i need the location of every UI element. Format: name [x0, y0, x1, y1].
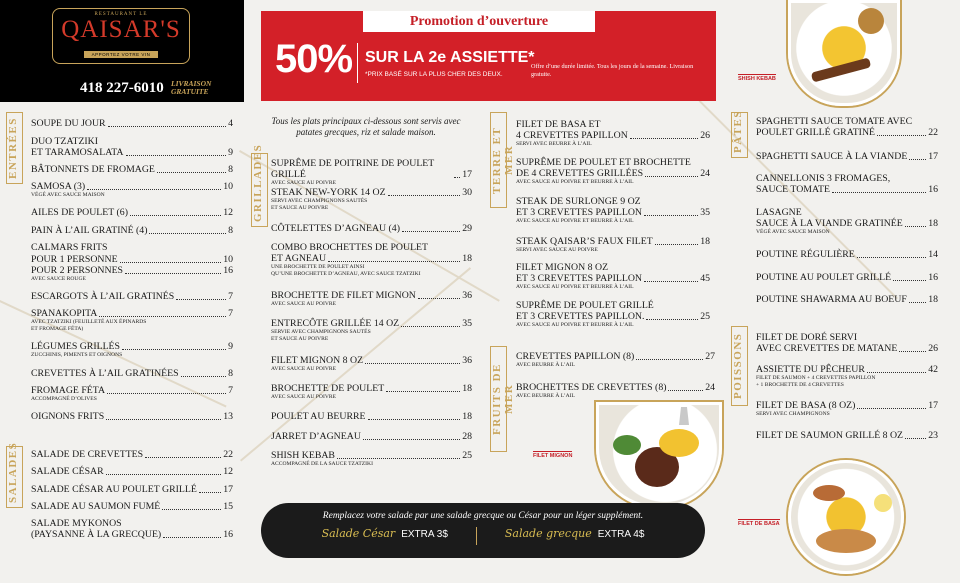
item-description: AVEC SAUCE AU POIVRE — [271, 394, 337, 400]
photo-label-basa: FILET DE BASA — [738, 521, 780, 527]
pates-item — [756, 151, 938, 162]
item-description: AVEC SAUCE AU POIVRE ET BEURRE À L’AIL — [516, 284, 634, 290]
promo-divider — [357, 43, 358, 83]
item-price: 17 — [928, 400, 938, 411]
salad-upgrade-text: Remplacez votre salade par une salade grecque ou César pour un léger supplément. — [322, 511, 644, 521]
dot-leader — [157, 172, 226, 173]
item-price: 15 — [223, 501, 233, 512]
pates-item — [756, 173, 938, 195]
item-description: AVEC SAUCE AU POIVRE — [271, 301, 337, 307]
grillades-item — [271, 290, 472, 308]
salades-item — [31, 518, 233, 540]
promo-headline: SUR LA 2e ASSIETTE* — [365, 49, 535, 66]
item-name: STEAK DE SURLONGE 9 OZ — [516, 196, 641, 207]
salades-item — [31, 501, 233, 512]
entrees-item — [31, 265, 233, 283]
item-name: CREVETTES PAPILLON (8) — [516, 351, 635, 362]
item-name: SALADE AU SAUMON FUMÉ — [31, 501, 161, 512]
salad-upgrade-banner — [261, 503, 705, 558]
salades-item — [31, 449, 233, 460]
item-description: SERVI AVEC BEURRE À L’AIL — [516, 141, 592, 147]
item-description: AVEC BEURRE À L’AIL — [516, 362, 575, 368]
item-name: ET 3 CREVETTES PAPILLON — [516, 207, 643, 218]
entrees-item — [31, 207, 233, 218]
item-price: 12 — [223, 207, 233, 218]
pates-item — [756, 272, 938, 283]
item-name: CALMARS FRITS — [31, 242, 108, 253]
dot-leader — [905, 226, 926, 227]
item-name: POUR 1 PERSONNE — [31, 254, 118, 265]
dot-leader — [899, 351, 926, 352]
dot-leader — [149, 233, 226, 234]
item-price: 7 — [228, 385, 233, 396]
item-price: 7 — [228, 291, 233, 302]
poissons-item — [756, 332, 938, 354]
entrees-item — [31, 308, 233, 332]
item-price: 16 — [223, 265, 233, 276]
entrees-item — [31, 181, 233, 199]
item-name: FILET DE BASA ET — [516, 119, 601, 130]
poissons-item — [756, 430, 938, 441]
item-name: SUPRÊME DE POULET ET BROCHETTE — [516, 157, 691, 168]
item-name: SUPRÊME DE POITRINE DE POULET GRILLÉ — [271, 158, 435, 180]
dot-leader — [893, 280, 926, 281]
dot-leader — [418, 298, 460, 299]
photo-label-kebab: SHISH KEBAB — [738, 76, 776, 82]
photo-label-mignon: FILET MIGNON — [533, 453, 573, 459]
item-description: AVEC BEURRE À L’AIL — [516, 393, 575, 399]
item-name: SALADE MYKONOS — [31, 518, 122, 529]
item-name: FILET DE SAUMON GRILLÉ 8 OZ — [756, 430, 904, 441]
item-description: AVEC SAUCE ROUGE — [31, 276, 86, 282]
item-name: BROCHETTES DE CREVETTES (8) — [516, 382, 667, 393]
item-description: AVEC SAUCE AU POIVRE ET BEURRE À L’AIL — [516, 322, 634, 328]
item-name: ESCARGOTS À L’AIL GRATINÉS — [31, 291, 175, 302]
item-description: AVEC TZATZIKI (FEUILLETÉ AUX ÉPINARDS — [31, 319, 147, 325]
dot-leader — [630, 138, 698, 139]
terre-item — [516, 157, 710, 186]
item-price: 26 — [928, 343, 938, 354]
dot-leader — [126, 155, 227, 156]
dot-leader — [181, 376, 227, 377]
logo — [52, 8, 190, 64]
dot-leader — [176, 299, 226, 300]
item-name: CÔTELETTES D’AGNEAU (4) — [271, 223, 400, 234]
dot-leader — [87, 189, 221, 190]
item-name: POUR 2 PERSONNES — [31, 265, 124, 276]
pates-item — [756, 294, 938, 305]
poissons-item — [756, 400, 938, 418]
dot-leader — [867, 372, 926, 373]
terre-item — [516, 262, 710, 291]
item-name: FILET MIGNON 8 OZ — [271, 355, 364, 366]
item-price: 16 — [928, 272, 938, 283]
terre-item — [516, 196, 710, 225]
item-price: 24 — [705, 382, 715, 393]
item-name: SOUPE DU JOUR — [31, 118, 106, 129]
entrees-item — [31, 118, 233, 129]
item-price: 26 — [700, 130, 710, 141]
filet-mignon-photo — [596, 402, 722, 508]
dot-leader — [120, 262, 222, 263]
item-price: 8 — [228, 164, 233, 175]
section-label-fruits-de-mer: FRUITS DE MER — [490, 346, 507, 452]
dot-leader — [636, 359, 703, 360]
dot-leader — [857, 408, 926, 409]
item-price: 42 — [928, 364, 938, 375]
item-name: SALADE DE CREVETTES — [31, 449, 144, 460]
item-name: SPAGHETTI SAUCE À LA VIANDE — [756, 151, 908, 162]
item-description: ET SAUCE AU POIVRE — [271, 204, 329, 211]
grillades-item — [271, 318, 472, 342]
pates-item — [756, 249, 938, 260]
item-description: AVEC SAUCE AU POIVRE ET BEURRE À L’AIL — [516, 179, 634, 185]
dot-leader — [454, 177, 460, 178]
item-description: ZUCCHINIS, PIMENTS ET OIGNONS — [31, 352, 123, 358]
item-price: 35 — [462, 318, 472, 329]
grill-note: Tous les plats principaux ci-dessous sont servis avec patates grecques, riz et salade maison. — [271, 116, 461, 137]
item-price: 24 — [700, 168, 710, 179]
dot-leader — [107, 393, 226, 394]
item-name: (PAYSANNE À LA GRECQUE) — [31, 529, 162, 540]
item-price: 25 — [462, 450, 472, 461]
item-name: LÉGUMES GRILLÉS — [31, 341, 120, 352]
item-price: 17 — [928, 151, 938, 162]
item-price: 22 — [223, 449, 233, 460]
item-name: BROCHETTE DE FILET MIGNON — [271, 290, 416, 301]
dot-leader — [402, 231, 460, 232]
dot-leader — [162, 509, 221, 510]
item-description: AVEC SAUCE AU POIVRE — [271, 180, 337, 186]
item-name: POUTINE SHAWARMA AU BOEUF — [756, 294, 907, 305]
dot-leader — [877, 135, 926, 136]
item-name: SPANAKOPITA — [31, 308, 98, 319]
item-price: 18 — [462, 253, 472, 264]
dot-leader — [909, 159, 926, 160]
promo-note: Offre d’une durée limitée. Tous les jours de la semaine. Livraison gratuite. — [531, 63, 694, 78]
entrees-item — [31, 136, 233, 158]
item-price: 18 — [462, 383, 472, 394]
dot-leader — [368, 419, 461, 420]
item-price: 9 — [228, 341, 233, 352]
dot-leader — [909, 302, 926, 303]
item-name: ASSIETTE DU PÊCHEUR — [756, 364, 865, 375]
dot-leader — [905, 438, 926, 439]
item-name: ET AGNEAU — [271, 253, 327, 264]
dot-leader — [646, 319, 698, 320]
section-label-terre-et-mer: TERRE ET MER — [490, 112, 507, 208]
item-price: 27 — [705, 351, 715, 362]
item-price: 23 — [928, 430, 938, 441]
item-description: ET FROMAGE FÉTA) — [31, 325, 84, 332]
item-name: POULET GRILLÉ GRATINÉ — [756, 127, 876, 138]
item-name: ENTRECÔTE GRILLÉE 14 OZ — [271, 318, 400, 329]
item-name: DUO TZATZIKI — [31, 136, 99, 147]
option-cesar: Salade César EXTRA 3$ — [321, 527, 448, 540]
item-price: 35 — [700, 207, 710, 218]
item-description: ET SAUCE AU POIVRE — [271, 335, 329, 342]
grillades-item — [271, 411, 472, 422]
item-price: 22 — [928, 127, 938, 138]
item-name: STEAK QAISAR’S FAUX FILET — [516, 236, 653, 247]
fruits-item — [516, 382, 715, 400]
item-price: 18 — [928, 294, 938, 305]
dot-leader — [199, 492, 221, 493]
item-price: 16 — [223, 529, 233, 540]
section-label-grillades: GRILLADES — [251, 153, 268, 227]
grillades-item — [271, 355, 472, 373]
item-description: AVEC SAUCE AU POIVRE — [271, 366, 337, 372]
item-name: ET 3 CREVETTES PAPILLON — [516, 273, 643, 284]
item-name: FILET MIGNON 8 OZ — [516, 262, 609, 273]
dot-leader — [668, 390, 703, 391]
entrees-item — [31, 341, 233, 359]
item-description: SERVI AVEC CHAMPIGNONS SAUTÉS — [271, 198, 368, 204]
item-price: 8 — [228, 225, 233, 236]
item-name: BROCHETTE DE POULET — [271, 383, 385, 394]
pates-item — [756, 116, 938, 138]
dot-leader — [388, 195, 461, 196]
item-name: POUTINE AU POULET GRILLÉ — [756, 272, 892, 283]
item-price: 17 — [462, 169, 472, 180]
item-price: 13 — [223, 411, 233, 422]
item-name: COMBO BROCHETTES DE POULET — [271, 242, 429, 253]
fruits-item — [516, 351, 715, 369]
terre-item — [516, 300, 710, 329]
item-price: 4 — [228, 118, 233, 129]
promo-banner — [261, 11, 716, 101]
promo-title: Promotion d’ouverture — [363, 11, 595, 32]
dot-leader — [655, 244, 698, 245]
entrees-item — [31, 368, 233, 379]
dot-leader — [337, 458, 460, 459]
terre-item — [516, 236, 710, 254]
item-name: 4 CREVETTES PAPILLON — [516, 130, 628, 141]
item-description: UNE BROCHETTE DE POULET AINSI — [271, 264, 365, 270]
section-label-salades: SALADES — [6, 446, 23, 508]
item-price: 25 — [700, 311, 710, 322]
item-name: SAMOSA (3) — [31, 181, 86, 192]
entrees-item — [31, 385, 233, 403]
filet-basa-photo — [788, 460, 904, 574]
dot-leader — [644, 281, 698, 282]
dot-leader — [645, 176, 698, 177]
grillades-item — [271, 431, 472, 442]
item-price: 18 — [462, 411, 472, 422]
item-description: SERVIE AVEC CHAMPIGNONS SAUTÉS — [271, 329, 371, 335]
item-name: FILET DE BASA (8 OZ) — [756, 400, 856, 411]
item-name: OIGNONS FRITS — [31, 411, 105, 422]
item-price: 30 — [462, 187, 472, 198]
item-price: 12 — [223, 466, 233, 477]
item-name: FROMAGE FÉTA — [31, 385, 106, 396]
logo-tagline: APPORTEZ VOTRE VIN — [84, 51, 159, 58]
promo-percent: 50% — [275, 37, 353, 81]
dot-leader — [108, 126, 227, 127]
item-name: POUTINE RÉGULIÈRE — [756, 249, 855, 260]
item-description: VÉGÉ AVEC SAUCE MAISON — [31, 192, 105, 198]
dot-leader — [644, 215, 698, 216]
item-price: 8 — [228, 368, 233, 379]
item-price: 16 — [928, 184, 938, 195]
phone-number: 418 227-6010 — [80, 80, 164, 96]
entrees-item — [31, 291, 233, 302]
grillades-item — [271, 383, 472, 401]
item-name: SALADE CÉSAR — [31, 466, 104, 477]
item-name: PAIN À L’AIL GRATINÉ (4) — [31, 225, 148, 236]
item-price: 36 — [462, 290, 472, 301]
item-description: QU’UNE BROCHETTE D’AGNEAU, AVEC SAUCE TZATZIKI — [271, 270, 421, 277]
item-name: AILES DE POULET (6) — [31, 207, 128, 218]
item-description: AVEC SAUCE AU POIVRE ET BEURRE À L’AIL — [516, 218, 634, 224]
item-name: DE 4 CREVETTES GRILLÉES — [516, 168, 644, 179]
option-divider — [476, 527, 477, 545]
item-name: SAUCE À LA VIANDE GRATINÉE — [756, 218, 903, 229]
promo-subline: *PRIX BASÉ SUR LA PLUS CHER DES DEUX. — [365, 71, 503, 78]
shish-kebab-photo — [788, 0, 900, 106]
delivery-label: LIVRAISON GRATUITE — [171, 79, 212, 96]
salades-item — [31, 466, 233, 477]
grillades-item — [271, 450, 472, 468]
entrees-item — [31, 411, 233, 422]
item-description: FILET DE SAUMON + 4 CREVETTES PAPILLON — [756, 375, 876, 381]
dot-leader — [130, 215, 221, 216]
terre-item — [516, 119, 710, 148]
entrees-item — [31, 225, 233, 236]
item-price: 18 — [700, 236, 710, 247]
item-name: FILET DE DORÉ SERVI — [756, 332, 858, 343]
dot-leader — [106, 419, 221, 420]
dot-leader — [145, 457, 221, 458]
item-name: POULET AU BEURRE — [271, 411, 366, 422]
item-name: STEAK NEW-YORK 14 OZ — [271, 187, 386, 198]
item-price: 10 — [223, 181, 233, 192]
grillades-item — [271, 223, 472, 234]
entrees-item — [31, 242, 233, 253]
dot-leader — [163, 537, 221, 538]
item-name: SHISH KEBAB — [271, 450, 335, 461]
item-name: SAUCE TOMATE — [756, 184, 830, 195]
item-name: SPAGHETTI SAUCE TOMATE AVEC — [756, 116, 913, 127]
entrees-item — [31, 254, 233, 265]
item-description: + 1 BROCHETTE DE 4 CREVETTES — [756, 381, 844, 388]
dot-leader — [328, 261, 460, 262]
item-description: ACCOMPAGNÉ D’OLIVES — [31, 396, 97, 402]
dot-leader — [363, 439, 460, 440]
item-description: SERVI AVEC SAUCE AU POIVRE — [516, 247, 598, 253]
item-price: 36 — [462, 355, 472, 366]
item-price: 7 — [228, 308, 233, 319]
item-name: ET TARAMOSALATA — [31, 147, 124, 158]
dot-leader — [125, 273, 221, 274]
dot-leader — [401, 326, 460, 327]
logo-block — [0, 0, 244, 102]
dot-leader — [99, 316, 226, 317]
item-price: 28 — [462, 431, 472, 442]
item-name: ET 3 CREVETTES PAPILLON. — [516, 311, 645, 322]
item-name: CREVETTES À L’AIL GRATINÉES — [31, 368, 179, 379]
item-price: 18 — [928, 218, 938, 229]
item-name: BÂTONNETS DE FROMAGE — [31, 164, 155, 175]
section-label-poissons: POISSONS — [731, 326, 748, 406]
pates-item — [756, 207, 938, 236]
grillades-item — [271, 242, 472, 277]
entrees-item — [31, 164, 233, 175]
item-description: VÉGÉ AVEC SAUCE MAISON — [756, 229, 830, 235]
item-price: 29 — [462, 223, 472, 234]
item-price: 17 — [223, 484, 233, 495]
section-label-pates: PÂTES — [731, 112, 748, 158]
grillades-item — [271, 187, 472, 211]
dot-leader — [122, 349, 226, 350]
item-name: SUPRÊME DE POULET GRILLÉ — [516, 300, 654, 311]
salades-item — [31, 484, 233, 495]
item-name: CANNELLONIS 3 FROMAGES, — [756, 173, 891, 184]
dot-leader — [857, 257, 926, 258]
dot-leader — [365, 363, 460, 364]
item-name: SALADE CÉSAR AU POULET GRILLÉ — [31, 484, 197, 495]
item-price: 9 — [228, 147, 233, 158]
logo-small-text: RESTAURANT LE — [94, 12, 148, 17]
item-name: JARRET D’AGNEAU — [271, 431, 361, 442]
item-description: SERVI AVEC CHAMPIGNONS — [756, 411, 830, 417]
item-price: 45 — [700, 273, 710, 284]
item-name: AVEC CREVETTES DE MATANE — [756, 343, 898, 354]
item-description: ACCOMPAGNÉ DE LA SAUCE TZATZIKI — [271, 461, 373, 467]
item-price: 14 — [928, 249, 938, 260]
logo-name: QAISAR'S — [61, 16, 181, 43]
dot-leader — [106, 474, 222, 475]
poissons-item — [756, 364, 938, 388]
item-name: LASAGNE — [756, 207, 802, 218]
section-label-entrees: ENTRÉES — [6, 112, 23, 184]
dot-leader — [386, 391, 460, 392]
dot-leader — [832, 192, 926, 193]
grillades-item — [271, 158, 472, 187]
option-grecque: Salade grecque EXTRA 4$ — [504, 527, 645, 540]
item-price: 10 — [223, 254, 233, 265]
